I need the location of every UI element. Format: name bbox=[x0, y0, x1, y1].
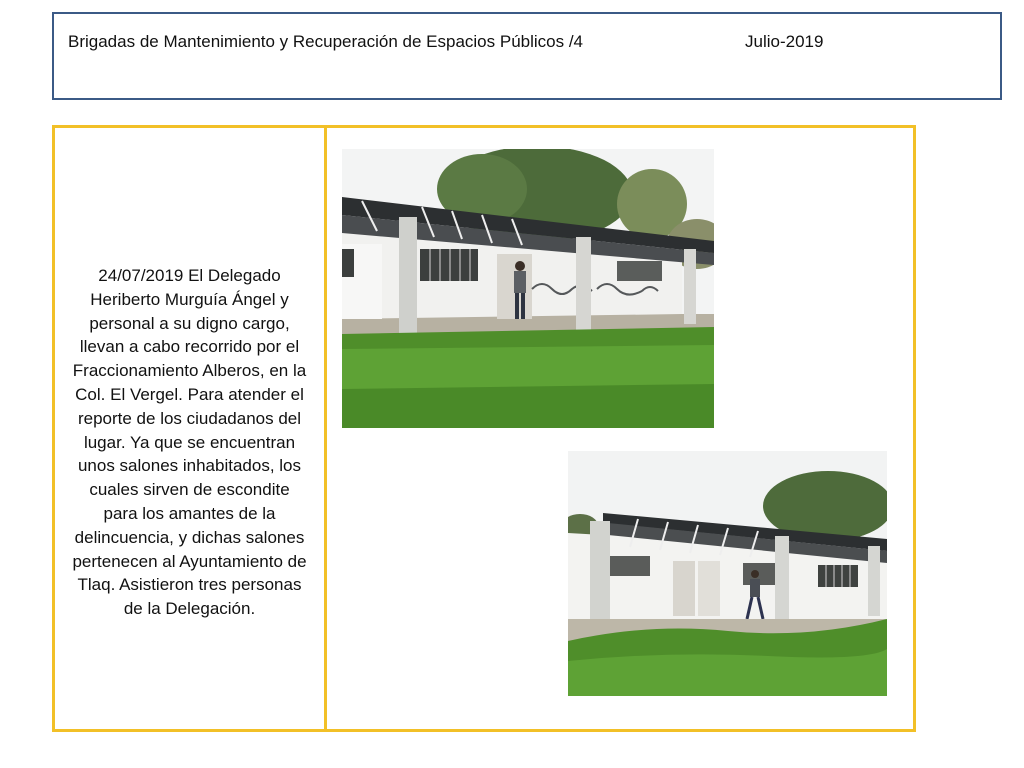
photo-salones-side bbox=[568, 451, 887, 696]
photo-salones-front bbox=[342, 149, 714, 428]
report-date: Julio-2019 bbox=[745, 32, 824, 51]
description-cell bbox=[55, 128, 327, 729]
page-title: Brigadas de Mantenimiento y Recuperación de Espacios Públicos /4 bbox=[68, 32, 584, 51]
report-description: 24/07/2019 El Delegado Heriberto Murguía Ángel y personal a su digno cargo, llevan a cabo recorrido por el Fraccionamiento Alberos, en la Col. El Vergel. Para atender el reporte de los ciudadanos del lugar. Ya que se encuentran unos salones inhabitados, los cuales sirven de escondite para los amantes de la delincuencia, y dichas salones pertenecen al Ayuntamiento de Tlaq. Asistieron tres personas de la Delegación. bbox=[72, 266, 307, 619]
header-box bbox=[52, 12, 1002, 100]
